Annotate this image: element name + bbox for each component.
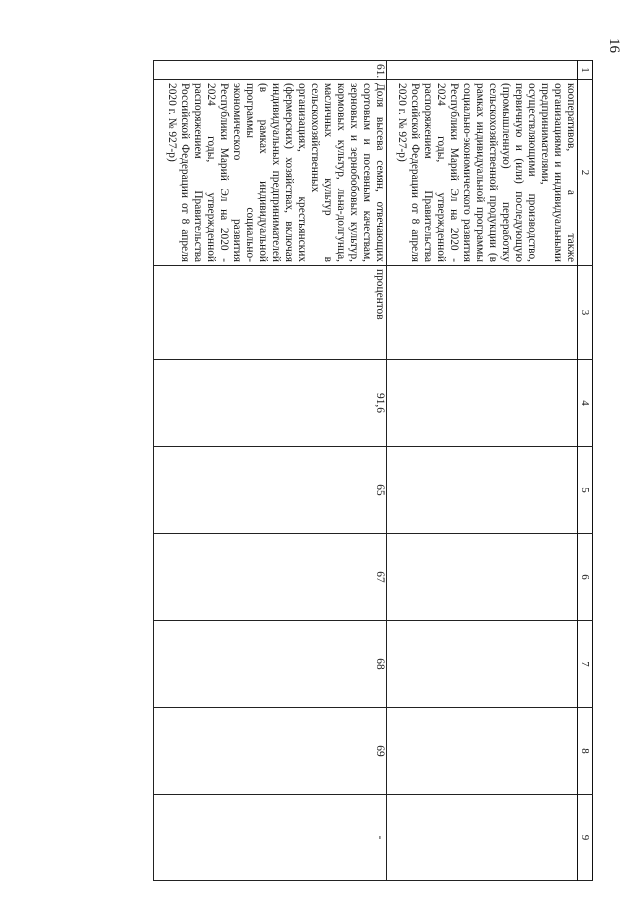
indicator-description: кооперативов, а также организациями и индивидуальными предпринимателями, осуществляющими производство, первичную и (или) последующую (промышленную) переработку сельскохозяйственной продукции (в рамках индивидуальной программы социально-экономического развития Республики Марий Эл на 2020 - 2024 годы, утвержденной распоряжением Правительства Российской Федерации от 8 апреля 2020 г. № 927-р) (387, 80, 578, 266)
table-sheet (58, 60, 593, 880)
column-header: 2 (578, 80, 593, 266)
value-cell (387, 534, 578, 621)
value-cell: 91,6 (154, 360, 387, 447)
value-cell (387, 360, 578, 447)
column-header: 1 (578, 61, 593, 80)
value-cell: 65 (154, 447, 387, 534)
value-cell: 67 (154, 534, 387, 621)
table-row (154, 61, 387, 881)
indicator-description: Доля высева семян, отвечающих сортовым и посевным качествам, зерновых и зернобобовых культур, кормовых культур, льна-долгунца, масличных культур в сельскохозяйственных организациях, крестьянских (фермерских) хозяйствах, включая индивидуальных предпринимателей (в рамках индивидуальной программы социально-экономического развития Республики Марий Эл на 2020 - 2024 годы, утвержденной распоряжением Правительства Российской Федерации от 8 апреля 2020 г. № 927-р) (154, 80, 387, 266)
table-row (387, 61, 578, 881)
value-cell (387, 708, 578, 795)
indicators-table (153, 60, 593, 881)
value-cell: 69 (154, 708, 387, 795)
value-cell (387, 621, 578, 708)
column-header: 5 (578, 447, 593, 534)
column-header: 9 (578, 795, 593, 881)
value-cell: 68 (154, 621, 387, 708)
row-number: 61. (154, 61, 387, 80)
column-header: 7 (578, 621, 593, 708)
row-number (387, 61, 578, 80)
value-cell: - (154, 795, 387, 881)
column-header: 4 (578, 360, 593, 447)
value-cell (387, 795, 578, 881)
column-header: 8 (578, 708, 593, 795)
page-number: 16 (606, 38, 622, 53)
value-cell (387, 447, 578, 534)
unit-cell (387, 266, 578, 360)
column-number-row (578, 61, 593, 881)
column-header: 6 (578, 534, 593, 621)
unit-cell: процентов (154, 266, 387, 360)
column-header: 3 (578, 266, 593, 360)
